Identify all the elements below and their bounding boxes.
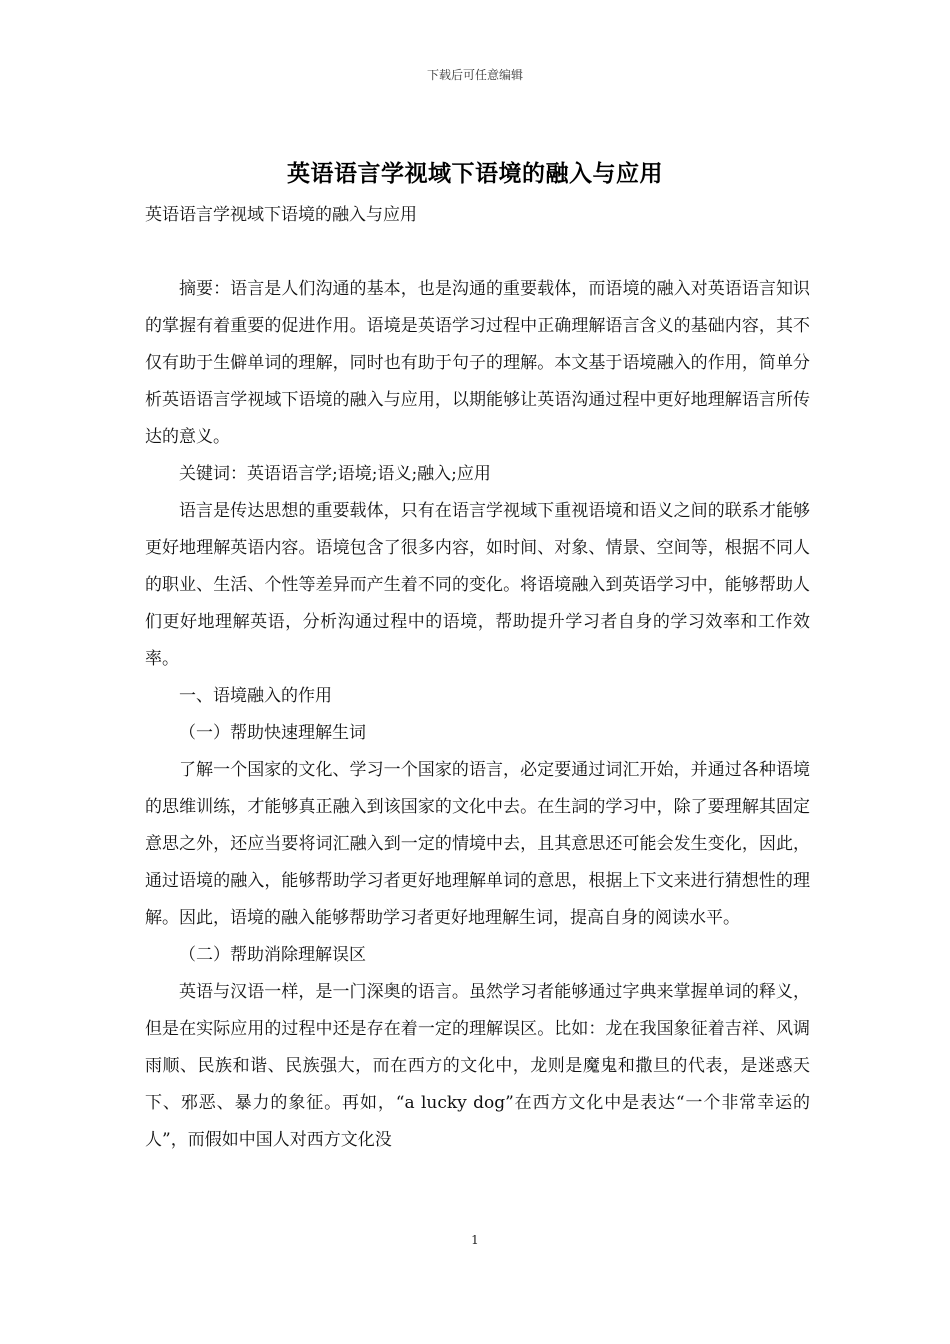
document-subtitle: 英语语言学视域下语境的融入与应用 <box>145 205 417 225</box>
section-heading-1: 一、语境融入的作用 <box>179 686 332 706</box>
header-note: 下载后可任意编辑 <box>426 68 523 82</box>
subsection-heading-1: （一）帮助快速理解生词 <box>179 723 366 743</box>
document-title: 英语语言学视域下语境的融入与应用 <box>287 160 663 187</box>
subsection-heading-2: （二）帮助消除理解误区 <box>179 945 366 965</box>
document-body <box>145 271 810 1159</box>
keywords-paragraph: 关键词：英语语言学;语境;语义;融入;应用 <box>179 464 491 484</box>
body-paragraph-2: 英语与汉语一样，是一门深奥的语言。虽然学习者能够通过字典来掌握单词的释义，但是在实际应用的过程中还是存在着一定的理解误区。比如：龙在我国象征着吉祥、风调雨顺、民族和谐、民族强大，而在西方的文化中，龙则是魔鬼和撒旦的代表，是迷惑天下、邪恶、暴力的象征。再如，“a lucky dog”在西方文化中是表达“一个非常幸运的人”，而假如中国人对西方文化没 <box>145 982 810 1150</box>
page-number: 1 <box>471 1233 479 1247</box>
abstract-paragraph: 摘要：语言是人们沟通的基本，也是沟通的重要载体，而语境的融入对英语语言知识的掌握有着重要的促进作用。语境是英语学习过程中正确理解语言含义的基础内容，其不仅有助于生僻单词的理解，同时也有助于句子的理解。本文基于语境融入的作用，简单分析英语语言学视域下语境的融入与应用，以期能够让英语沟通过程中更好地理解语言所传达的意义。 <box>145 279 810 447</box>
body-paragraph-1: 了解一个国家的文化、学习一个国家的语言，必定要通过词汇开始，并通过各种语境的思维训练，才能够真正融入到该国家的文化中去。在生詞的学习中，除了要理解其固定意思之外，还应当要将词汇融入到一定的情境中去，且其意思还可能会发生变化，因此，通过语境的融入，能够帮助学习者更好地理解单词的意思，根据上下文来进行猜想性的理解。因此，语境的融入能够帮助学习者更好地理解生词，提高自身的阅读水平。 <box>145 760 810 928</box>
intro-paragraph: 语言是传达思想的重要载体，只有在语言学视域下重视语境和语义之间的联系才能够更好地理解英语内容。语境包含了很多内容，如时间、对象、情景、空间等，根据不同人的职业、生活、个性等差异而产生着不同的变化。将语境融入到英语学习中，能够帮助人们更好地理解英语，分析沟通过程中的语境，帮助提升学习者自身的学习效率和工作效率。 <box>145 501 810 669</box>
